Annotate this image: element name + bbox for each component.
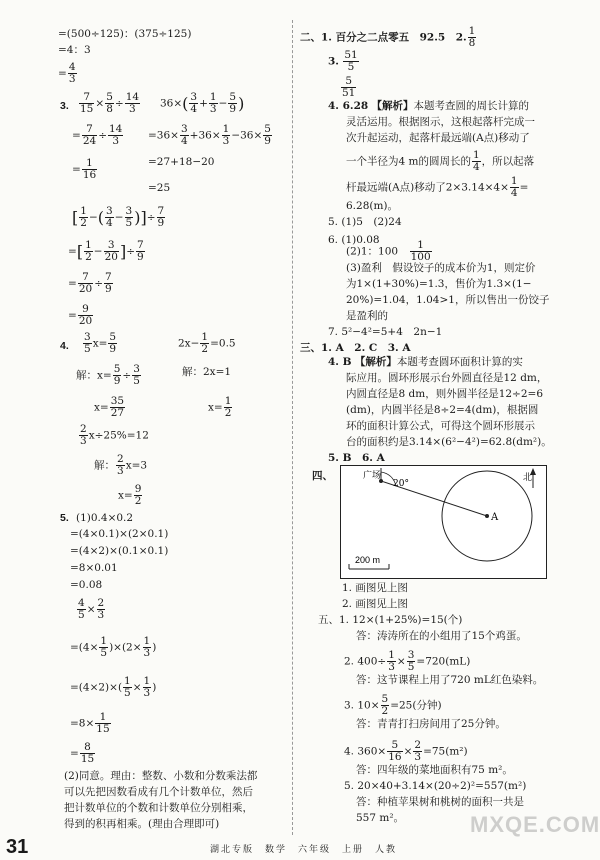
calc-5-line-2: =(4×0.1)×(2×0.1) [70, 528, 169, 540]
s5-answer-5: 答：种植苹果树和桃树的面积一共是 [356, 796, 524, 808]
q2-4-line-6: 6.28(m)。 [346, 200, 399, 212]
equation-c-result: x= $\frac{9}{2}$ [118, 483, 142, 507]
map-svg [341, 466, 546, 578]
section-3-line-1: 三、1. A 2. C 3. A [300, 342, 411, 354]
calc-3a-result: = $\frac{1}{16}$ [72, 157, 97, 181]
q2-4-line-4: 一个半径为4 m的圆周长的 $\frac{1}{4}$ ，所以起落 [346, 149, 535, 173]
calc-3c-result: = $\frac{9}{20}$ [68, 303, 93, 327]
reason-line-2: 可以先把因数看成有几个计数单位，然后 [64, 786, 253, 798]
equation-c-step: 解： $\frac{2}{3}$ x=3 [94, 453, 148, 477]
s5-q3: 3. 10× $\frac{5}{2}$ =25(分钟) [344, 693, 442, 717]
s5-q2: 2. 400÷ $\frac{1}{3}$ × $\frac{3}{5}$ =720(mL) [344, 649, 471, 673]
calc-5-line-6: $\frac{4}{5}$ × $\frac{2}{3}$ [78, 597, 105, 621]
q3-4-line-6: 台的面积约是3.14×(6²−4²)=62.8(dm²)。 [346, 436, 552, 448]
q2-5: 5. (1)5 (2)24 [328, 216, 402, 228]
equation-b-result: x= $\frac{1}{2}$ [208, 395, 232, 419]
ratio-step-3 [58, 62, 78, 85]
calc-3b-line-3: =27+18−20 [148, 156, 215, 168]
map-diagram [340, 465, 547, 579]
reason-line-4: 得到的积再相乘。(理由合理即可) [64, 818, 220, 830]
q3-4-line-5: 环的面积计算公式，可得这个圆环形展示 [346, 420, 535, 432]
q2-6-5: 20%)=1.04，1.04>1，所以售出一份饺子 [346, 294, 550, 306]
calc-3b-line-2: =36× $\frac{3}{4}$ +36× $\frac{1}{3}$ −36× $\frac{5}{9}$ [148, 123, 271, 147]
map-north-label: 北 [523, 473, 533, 483]
section-5-line-1: 五、1. 12×(1+25%)=15(个) [318, 614, 463, 626]
q3-4-line-2: 际应用。圆环形展示台外圆直径是12 dm， [346, 372, 548, 384]
calc-3c-line-1: [ $\frac{1}{2}$ −( $\frac{3}{4}$ − $\frac{3}{5}$ )]÷ $\frac{7}{9}$ [72, 205, 165, 229]
calc-3a-line-1: $\frac{7}{15}$ × $\frac{5}{8}$ ÷ $\frac{14}{3}$ [80, 91, 140, 115]
q2-6-3: (3)盈利 假设饺子的成本价为1，则定价 [346, 262, 536, 274]
q2-6-1: 6. (1)0.08 [328, 234, 380, 246]
calc-5-line-8: =(4×2)×( $\frac{1}{5}$ × $\frac{1}{3}$ ) [70, 675, 157, 699]
q2-4-line-3: 次升起运动，起落杆最远端(A点)移动了 [346, 132, 530, 144]
column-divider [292, 20, 293, 835]
question-number: 4. [60, 340, 69, 352]
equation-a-result: x= $\frac{35}{27}$ [94, 395, 125, 419]
equation-b-step: 解：2x=1 [182, 366, 232, 378]
s5-answer-3: 答：青青打扫房间用了25分钟。 [356, 718, 506, 730]
calc-5-line-1: (1)0.4×0.2 [76, 512, 134, 524]
calc-5-result: = $\frac{8}{15}$ [70, 741, 95, 765]
eq-sign: = [58, 67, 67, 80]
equation-b: 2x− $\frac{1}{2}$ =0.5 [178, 331, 236, 355]
map-angle-label: 20° [393, 479, 409, 489]
s4-answer-1: 1. 画图见上图 [342, 582, 408, 594]
s5-answer-2: 答：这节课程上用了720 mL红色染料。 [356, 674, 544, 686]
q2-4-line-2: 灵活运用。根据图示，这根起落杆完成一 [346, 116, 535, 128]
equation-c: $\frac{2}{3}$ x÷25%=12 [80, 423, 149, 447]
reason-line-3: 把计数单位的个数和计数单位分别相乘， [64, 802, 253, 814]
q2-7: 7. 5²−4²=5+4 2n−1 [328, 326, 443, 338]
map-square-label: 广场 [363, 471, 382, 481]
q3-4-line-1: 4. B 【解析】本题考查圆环面积计算的实 [328, 356, 523, 368]
ratio-step-2: =4：3 [58, 44, 91, 56]
q2-3-answer-2: $\frac{5}{51}$ [342, 75, 356, 99]
calc-5-line-9: =8× $\frac{1}{15}$ [70, 711, 110, 735]
map-point-label: A [491, 512, 499, 523]
calc-5-line-3: =(4×2)×(0.1×0.1) [70, 545, 169, 557]
s5-q5: 5. 20×40+3.14×(20÷2)²=557(m²) [344, 780, 527, 792]
s5-q4: 4. 360× $\frac{5}{16}$ × $\frac{2}{3}$ =75(m²) [344, 739, 468, 763]
equation-a-step: 解：x= $\frac{5}{9}$ ÷ $\frac{3}{5}$ [76, 363, 140, 387]
q2-6-6: 是盈利的 [346, 310, 388, 322]
footer-text: 湖北专版 数学 六年级 上册 人教 [210, 845, 398, 855]
map-scale-label: 200 m [355, 555, 381, 565]
s5-answer-5b: 557 m²。 [356, 812, 405, 824]
calc-3c-line-2: =[ $\frac{1}{2}$ − $\frac{3}{20}$ ]÷ $\frac{7}{9}$ [68, 239, 144, 263]
s5-answer-1: 答：涛涛所在的小组用了15个鸡蛋。 [356, 630, 527, 642]
calc-5-line-4: =8×0.01 [70, 562, 118, 574]
calc-5-line-5: =0.08 [70, 579, 103, 591]
q3-5-6: 5. B 6. A [328, 452, 385, 464]
calc-3c-line-3: = $\frac{7}{20}$ ÷ $\frac{7}{9}$ [68, 271, 112, 295]
q2-6-2: (2)1：100 $\frac{1}{100}$ [346, 239, 431, 263]
s4-answer-2: 2. 画图见上图 [342, 598, 408, 610]
reason-line-1: (2)同意。理由：整数、小数和分数乘法都 [64, 770, 258, 782]
fraction: $\frac{4}{3}$ [68, 61, 76, 85]
calc-3b-line-1: 36×( $\frac{3}{4}$ + $\frac{1}{3}$ − $\frac{5}{9}$ ) [160, 91, 245, 115]
watermark-logo: MXQE.COM [470, 812, 600, 837]
q3-4-line-3: 内圆直径是8 dm，则外圆半径是12÷2=6 [346, 388, 544, 400]
q2-6-4: 为1×(1+30%)=1.3，售价为1.3×(1− [346, 278, 532, 290]
q2-4-line-1: 4. 6.28 【解析】本题考查圆的周长计算的 [328, 100, 530, 112]
question-number: 5. [60, 512, 69, 524]
section-4-label: 四、 [312, 470, 333, 482]
question-number: 3. [60, 100, 69, 112]
calc-3a-line-2: = $\frac{7}{24}$ ÷ $\frac{14}{3}$ [72, 123, 123, 147]
page-number: 31 [6, 836, 29, 858]
ratio-step-1: =(500÷125)：(375÷125) [58, 28, 192, 40]
s5-answer-4: 答：四年级的菜地面积有75 m²。 [356, 764, 513, 776]
calc-5-line-7: =(4× $\frac{1}{5}$ )×(2× $\frac{1}{3}$ ) [70, 635, 157, 659]
equation-a: $\frac{3}{5}$ x= $\frac{5}{9}$ [84, 331, 117, 355]
q2-3: 3. $\frac{51}{5}$ [328, 49, 358, 73]
q2-4-line-5: 杆最远端(A点)移动了2×3.14×4× $\frac{1}{4}$ = [346, 175, 529, 199]
q3-4-line-4: (dm)，内圆半径是8÷2=4(dm)，根据圆 [346, 404, 539, 416]
section-2-line-1: 二、1. 百分之二点零五 92.5 2. $\frac{1}{8}$ [300, 25, 476, 49]
calc-3b-result: =25 [148, 182, 171, 194]
